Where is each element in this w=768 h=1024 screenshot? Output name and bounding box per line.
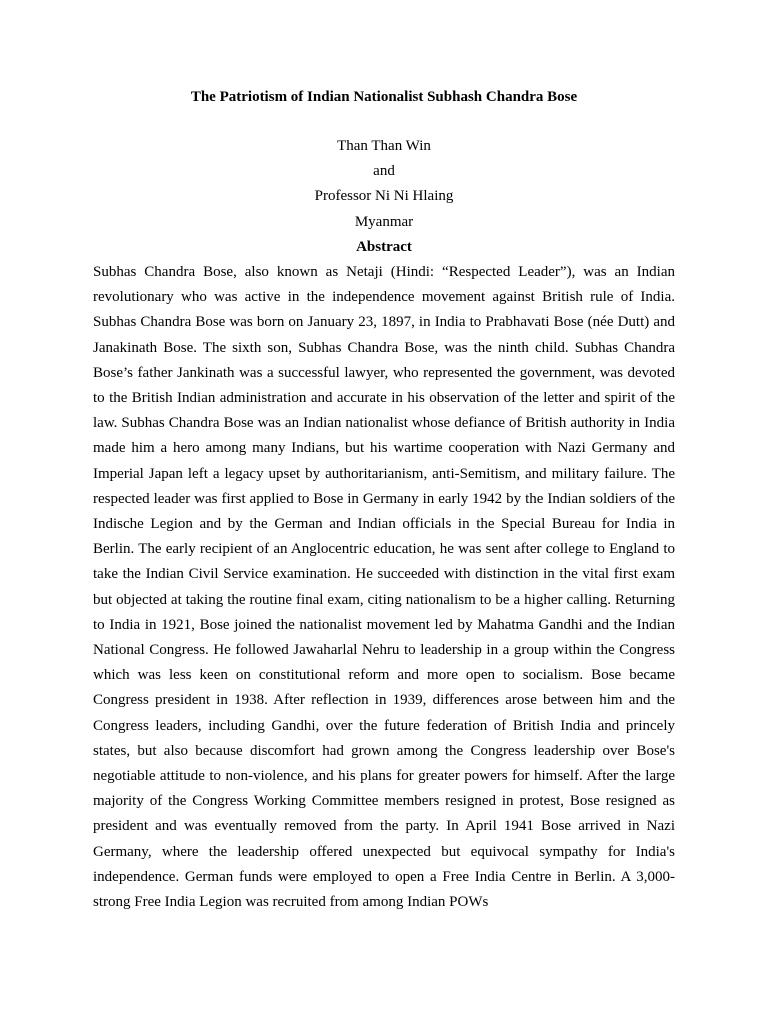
author-block: [93, 134, 675, 235]
author-name: Professor Ni Ni Hlaing: [314, 188, 454, 205]
author-name: Than Than Win: [337, 138, 431, 154]
abstract-heading: Abstract: [356, 238, 412, 255]
author-affiliation: Myanmar: [354, 213, 414, 230]
paper-page: [93, 85, 675, 940]
author-conjunction: and: [373, 163, 395, 180]
paper-title: The Patriotism of Indian Nationalist Subhash Chandra Bose: [190, 89, 578, 105]
abstract-body: Subhas Chandra Bose, also known as Netaji (Hindi: “Respected Leader”), was an Indian revolutionary who was active in the independence movement against British rule of India. Subhas Chandra Bose was born on January 23, 1897, in India to Prabhavati Bose (née Dutt) and Janakinath Bose. The sixth son, Subhas Chandra Bose, was the ninth child. Subhas Chandra Bose’s father Jankinath was a successful lawyer, who represented the government, was devoted to the British Indian administration and accurate in his observation of the letter and spirit of the law. Subhas Chandra Bose was an Indian nationalist whose defiance of British authority in India made him a hero among many Indians, but his wartime cooperation with Nazi Germany and Imperial Japan left a legacy upset by authoritarianism, anti-Semitism, and military failure. The respected leader was first applied to Bose in Germany in early 1942 by the Indian soldiers of the Indische Legion and by the German and Indian officials in the Special Bureau for India in Berlin. The early recipient of an Anglocentric education, he was sent after college to England to take the Indian Civil Service examination. He succeeded with distinction in the vital first exam but objected at taking the routine final exam, citing nationalism to be a higher calling. Returning to India in 1921, Bose joined the nationalist movement led by Mahatma Gandhi and the Indian National Congress. He followed Jawaharlal Nehru to leadership in a group within the Congress which was less keen on constitutional reform and more open to socialism. Bose became Congress president in 1938. After reflection in 1939, differences arose between him and the Congress leaders, including Gandhi, over the future federation of British India and princely states, but also because discomfort had grown among the Congress leadership over Bose's negotiable attitude to non-violence, and his plans for greater powers for himself. After the large majority of the Congress Working Committee members resigned in protest, Bose resigned as president and was eventually removed from the party. In April 1941 Bose arrived in Nazi Germany, where the leadership offered unexpected but equivocal sympathy for India's independence. German funds were employed to open a Free India Centre in Berlin. A 3,000-strong Free India Legion was recruited from among Indian POWs: [93, 264, 675, 911]
